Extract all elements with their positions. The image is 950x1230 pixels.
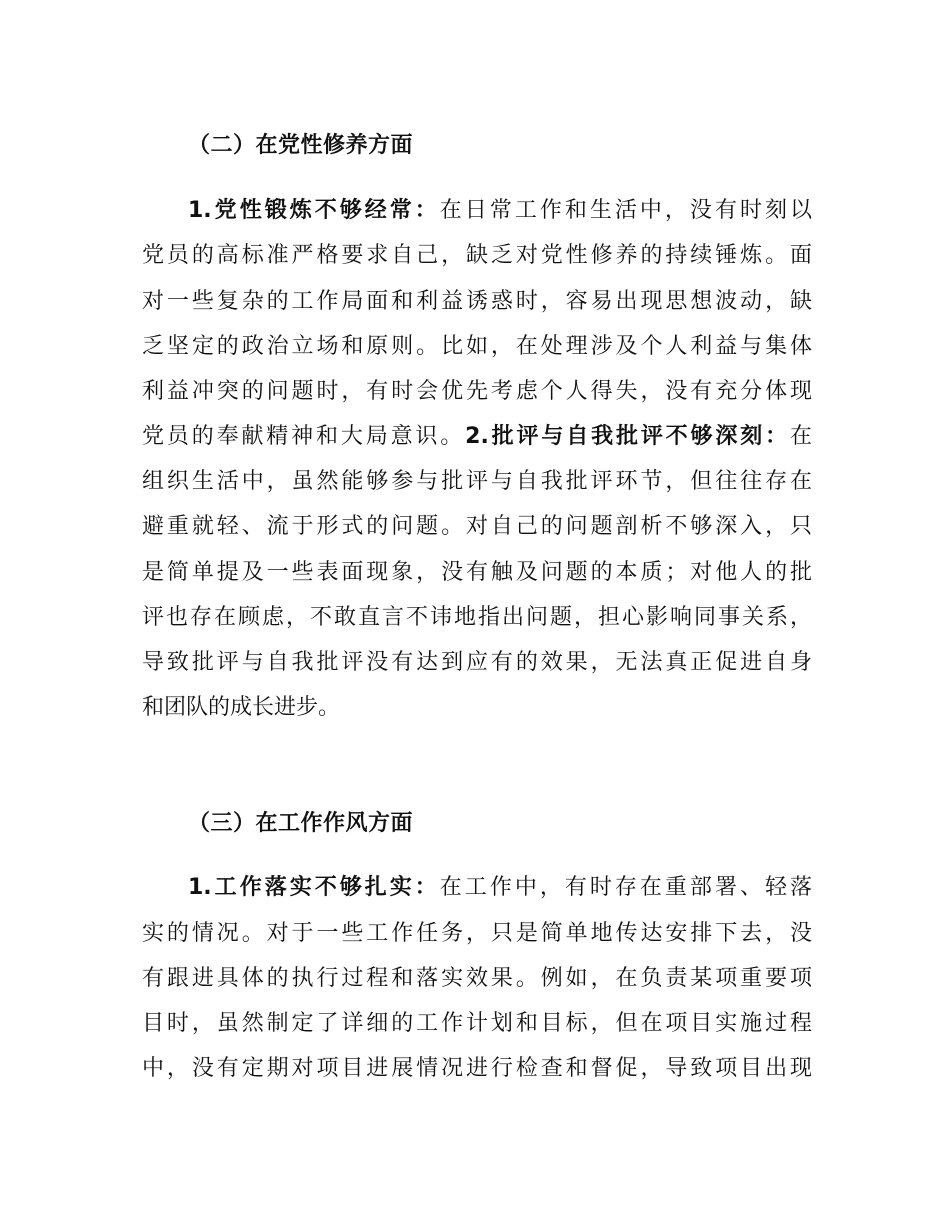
paragraph-line: 实的情况。对于一些工作任务，只是简单地传达安排下去，没 — [142, 921, 812, 946]
paragraph-line — [188, 873, 812, 903]
paragraph-line: 乏坚定的政治立场和原则。比如，在处理涉及个人利益与集体 — [142, 334, 812, 359]
paragraph-line: 对一些复杂的工作局面和利益诱惑时，容易出现思想波动，缺 — [142, 289, 812, 314]
line-text: 在日常工作和生活中，没有时刻以 — [439, 198, 812, 223]
item-title: 1.党性锻炼不够经常： — [188, 198, 440, 223]
paragraph-line: 中，没有定期对项目进展情况进行检查和督促，导致项目出现 — [142, 1056, 812, 1081]
paragraph-line: 和团队的成长进步。 — [142, 695, 341, 720]
paragraph-line: 是简单提及一些表面现象，没有触及问题的本质；对他人的批 — [142, 560, 812, 585]
section-heading-work-style: （三）在工作作风方面 — [188, 811, 414, 836]
section-heading-party-cultivation: （二）在党性修养方面 — [188, 133, 414, 158]
paragraph-line: 导致批评与自我批评没有达到应有的效果，无法真正促进自身 — [142, 650, 812, 675]
paragraph-line — [142, 422, 812, 452]
paragraph-line: 利益冲突的问题时，有时会优先考虑个人得失，没有充分体现 — [142, 379, 812, 404]
item-title: 2.批评与自我批评不够深刻： — [465, 424, 790, 449]
paragraph-line: 目时，虽然制定了详细的工作计划和目标，但在项目实施过程 — [142, 1011, 812, 1036]
paragraph-line: 有跟进具体的执行过程和落实效果。例如，在负责某项重要项 — [142, 966, 812, 991]
line-text: 在 — [789, 424, 812, 449]
paragraph-line — [188, 196, 812, 226]
line-text: 在工作中，有时存在重部署、轻落 — [439, 875, 812, 900]
paragraph-line: 党员的高标准严格要求自己，缺乏对党性修养的持续锤炼。面 — [142, 243, 812, 268]
paragraph-line: 避重就轻、流于形式的问题。对自己的问题剖析不够深入，只 — [142, 514, 812, 539]
paragraph-line: 评也存在顾虑，不敢直言不讳地指出问题，担心影响同事关系， — [142, 605, 812, 630]
paragraph-line: 组织生活中，虽然能够参与批评与自我批评环节，但往往存在 — [142, 469, 812, 494]
item-title: 1.工作落实不够扎实： — [188, 875, 440, 900]
line-text: 党员的奉献精神和大局意识。 — [142, 424, 466, 449]
